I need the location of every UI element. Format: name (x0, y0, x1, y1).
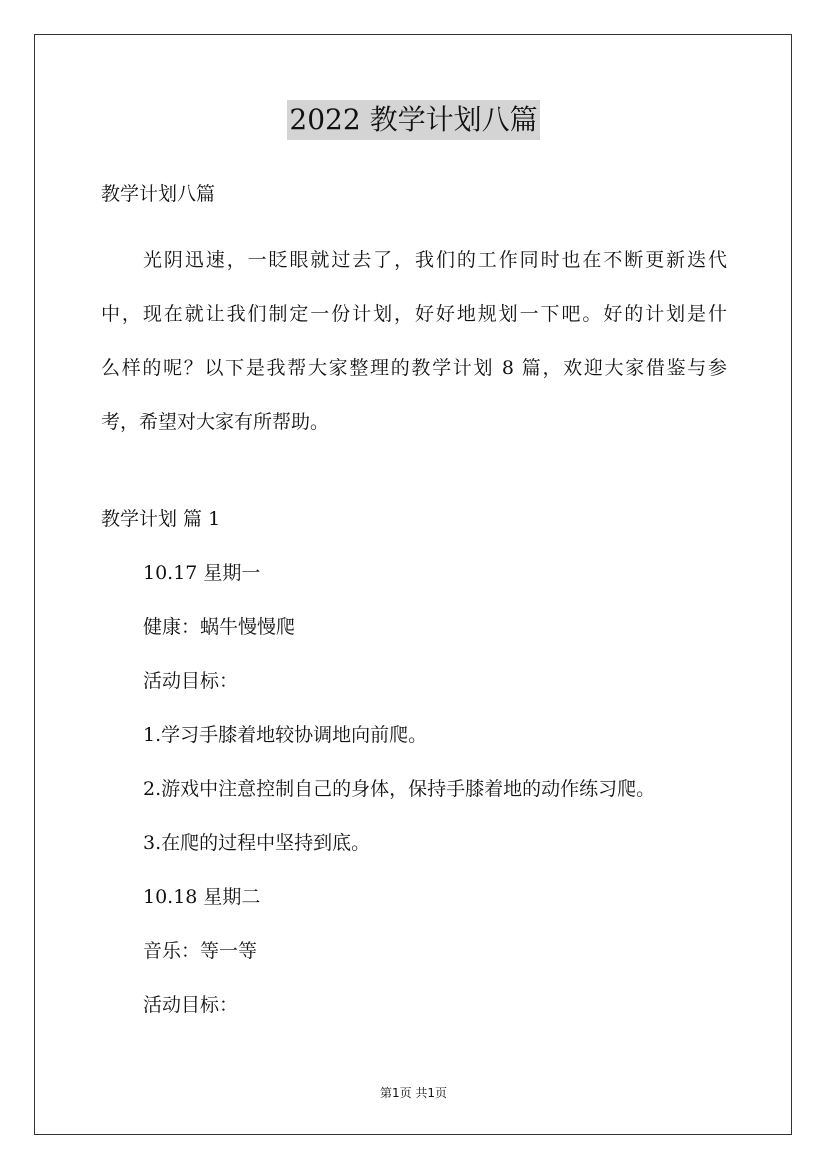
intro-line: 光阴迅速，一眨眼就过去了，我们的工作同时也在不断更新迭代 (143, 249, 727, 271)
list-item: 活动目标： (143, 670, 239, 692)
intro-line: 中，现在就让我们制定一份计划，好好地规划一下吧。好的计划是什 (101, 303, 727, 325)
list-item: 活动目标： (143, 994, 239, 1016)
intro-line: 考，希望对大家有所帮助。 (101, 411, 330, 433)
subtitle: 教学计划八篇 (101, 183, 216, 205)
list-item: 1.学习手膝着地较协调地向前爬。 (143, 724, 428, 746)
page-footer: 第1页 共1页 (379, 1086, 448, 1100)
title-wrap (0, 100, 827, 140)
list-item: 10.17 星期一 (143, 562, 261, 584)
intro-paragraph (101, 233, 727, 449)
document-title: 2022 教学计划八篇 (287, 100, 539, 140)
list-item: 健康：蜗牛慢慢爬 (143, 616, 296, 638)
list-item: 音乐：等一等 (143, 940, 258, 962)
intro-line: 么样的呢？以下是我帮大家整理的教学计划 8 篇，欢迎大家借鉴与参 (101, 357, 727, 379)
list-item: 10.18 星期二 (143, 886, 261, 908)
list-item: 3.在爬的过程中坚持到底。 (143, 832, 371, 854)
list-item: 2.游戏中注意控制自己的身体，保持手膝着地的动作练习爬。 (143, 778, 656, 800)
section-heading: 教学计划 篇 1 (101, 508, 221, 530)
